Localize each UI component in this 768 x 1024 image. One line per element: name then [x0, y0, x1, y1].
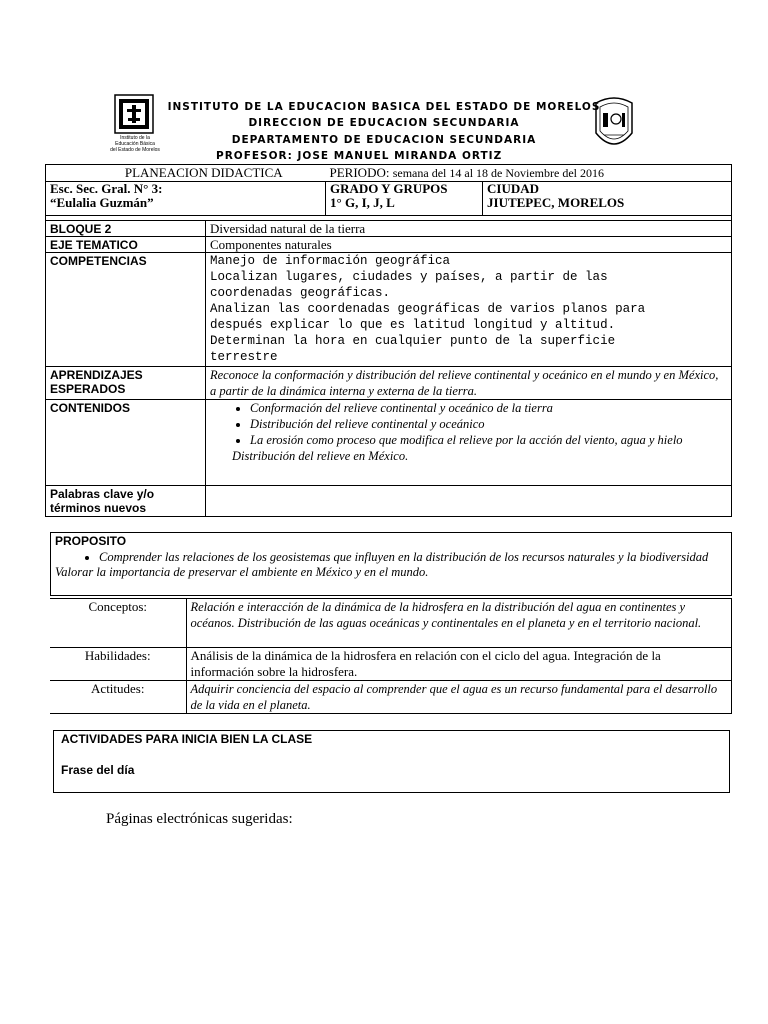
contenidos-label: CONTENIDOS: [46, 400, 206, 486]
competencia-line: coordenadas geográficas.: [210, 286, 391, 300]
grado-cell: [326, 182, 483, 216]
competencias-value: [206, 253, 732, 367]
grado-value: 1° G, I, J, L: [330, 195, 395, 210]
aprendizajes-label-line1: APRENDIZAJES: [50, 368, 143, 382]
proposito-list: [55, 549, 727, 565]
school-name-cell: [46, 182, 326, 216]
competencia-line: terrestre: [210, 350, 278, 364]
eje-value: Componentes naturales: [206, 237, 732, 253]
periodo-label: PERIODO:: [329, 165, 390, 180]
planeacion-title: PLANEACION DIDACTICA: [124, 165, 283, 180]
planeacion-title-cell: [46, 165, 326, 182]
eje-label: EJE TEMATICO: [46, 237, 206, 253]
bloque-label: BLOQUE 2: [46, 221, 206, 237]
bloque-value: Diversidad natural de la tierra: [206, 221, 732, 237]
logo-caption: Instituto de la Educación Básica del Estado de Morelos: [110, 135, 160, 153]
proposito-tail: Valorar la importancia de preservar el ambiente en México y en el mundo.: [55, 565, 429, 579]
palabras-label: [46, 486, 206, 517]
school-name-line2: “Eulalia Guzmán”: [50, 195, 154, 210]
planeacion-table: [45, 164, 732, 517]
header-direccion: DIRECCION DE EDUCACION SECUNDARIA: [248, 117, 520, 129]
actitudes-value: Adquirir conciencia del espacio al comprender que el agua es un recurso fundamental para el desarrollo de la vida en el planeta.: [186, 681, 731, 714]
competencia-line: Analizan las coordenadas geográficas de varios planos para: [210, 302, 646, 316]
aprendizajes-label: [46, 367, 206, 400]
actividades-box: [53, 730, 730, 793]
frase-del-dia: Frase del día: [61, 763, 135, 777]
contenido-tail: Distribución del relieve en México.: [232, 449, 409, 463]
palabras-value: [206, 486, 732, 517]
school-name-line1: Esc. Sec. Gral. N° 3:: [50, 181, 163, 196]
competencia-line: Manejo de información geográfica: [210, 254, 451, 268]
aprendizajes-label-line2: ESPERADOS: [50, 382, 126, 396]
contenidos-list: [210, 400, 727, 448]
actitudes-label: Actitudes:: [50, 681, 186, 714]
header-profesor: PROFESOR: JOSE MANUEL MIRANDA ORTIZ: [216, 150, 503, 162]
ciudad-value: JIUTEPEC, MORELOS: [487, 195, 625, 210]
palabras-label-line2: términos nuevos: [50, 501, 147, 515]
periodo-value: semana del 14 al 18 de Noviembre del 2016: [392, 166, 604, 180]
competencia-line: Localizan lugares, ciudades y países, a partir de las: [210, 270, 608, 284]
habilidades-value: Análisis de la dinámica de la hidrosfera en relación con el ciclo del agua. Integración de la información sobre la hidrosfera.: [186, 648, 731, 681]
actividades-title: ACTIVIDADES PARA INICIA BIEN LA CLASE: [61, 732, 313, 746]
proposito-item: • Comprender las relaciones de los geosistemas que influyen en la distribución de los recursos naturales y la biodiversidad: [99, 549, 727, 565]
paginas-sugeridas: Páginas electrónicas sugeridas:: [106, 811, 293, 827]
conceptos-value: Relación e interacción de la dinámica de la hidrosfera en la distribución del agua en continentes y océanos. Distribución de las aguas oceánicas y continentales en el planeta y en el territorio nacional.: [186, 599, 731, 648]
grado-label: GRADO Y GRUPOS: [330, 181, 448, 196]
ciudad-cell: [483, 182, 732, 216]
header-institute: INSTITUTO DE LA EDUCACION BASICA DEL ESTADO DE MORELOS: [167, 101, 601, 113]
proposito-box: [50, 532, 732, 596]
proposito-title: PROPOSITO: [55, 534, 127, 548]
contenido-item: • Distribución del relieve continental y oceánico: [250, 416, 727, 432]
competencia-line: después explicar lo que es latitud longitud y altitud.: [210, 318, 616, 332]
palabras-label-line1: Palabras clave y/o: [50, 487, 155, 501]
header-departamento: DEPARTAMENTO DE EDUCACION SECUNDARIA: [231, 134, 537, 146]
contenido-item: • La erosión como proceso que modifica el relieve por la acción del viento, agua y hielo: [250, 432, 727, 448]
ciudad-label: CIUDAD: [487, 181, 540, 196]
skills-table: [50, 598, 732, 714]
contenidos-value: [206, 400, 732, 486]
habilidades-label: Habilidades:: [50, 648, 186, 681]
aprendizajes-value: Reconoce la conformación y distribución del relieve continental y oceánico en el mundo y en México, a partir de la dinámica interna y externa de la tierra.: [206, 367, 732, 400]
conceptos-label: Conceptos:: [50, 599, 186, 648]
competencia-line: Determinan la hora en cualquier punto de la superficie: [210, 334, 616, 348]
competencias-label: COMPETENCIAS: [46, 253, 206, 367]
contenido-item: • Conformación del relieve continental y oceánico de la tierra: [250, 400, 727, 416]
periodo-cell: [326, 165, 732, 182]
